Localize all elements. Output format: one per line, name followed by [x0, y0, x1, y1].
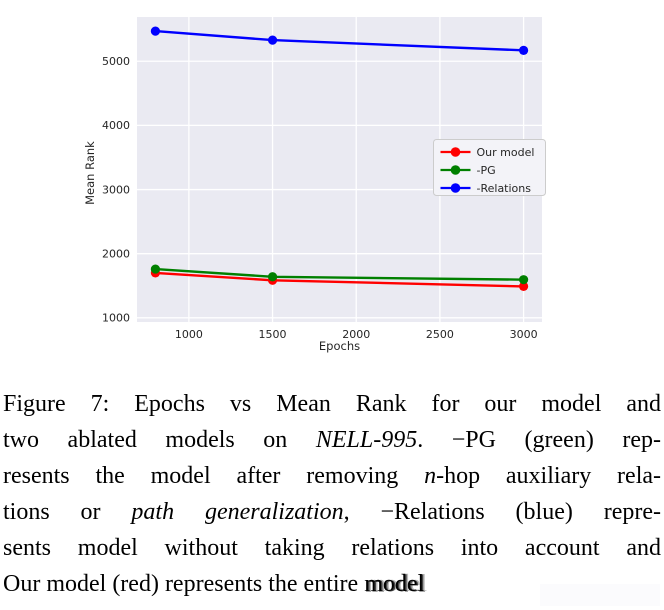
- legend-marker-pg: [451, 165, 461, 175]
- y-tick-label-4000: 4000: [102, 119, 130, 133]
- y-axis-label: Mean Rank: [83, 141, 97, 205]
- x-axis-label: Epochs: [318, 339, 361, 353]
- figure-caption: [0, 386, 664, 602]
- legend-marker-relations: [451, 183, 461, 193]
- caption-text: Figure 7: Epochs vs Mean Rank for our model and: [3, 391, 661, 417]
- legend-label-pg: -PG: [476, 163, 496, 177]
- y-tick-label-3000: 3000: [102, 183, 130, 197]
- caption-text: two ablated models on: [3, 427, 316, 453]
- caption-text: . −PG (green) rep-: [417, 427, 661, 453]
- caption-line-1: [3, 386, 661, 422]
- caption-text: sents model without taking relations into account and: [3, 535, 661, 561]
- legend-label-relations: -Relations: [476, 181, 531, 195]
- data-point-relations-1500: [268, 35, 277, 44]
- data-point-pg-3000: [519, 275, 528, 284]
- legend-label-our-model: Our model: [476, 145, 535, 159]
- caption-text: Our model (red) represents the entire: [3, 571, 365, 597]
- legend-marker-our-model: [451, 147, 461, 157]
- caption-line-2: [3, 422, 661, 458]
- y-tick-label-2000: 2000: [102, 247, 130, 261]
- y-tick-label-1000: 1000: [102, 311, 130, 325]
- data-point-pg-800: [151, 264, 160, 273]
- y-tick-label-5000: 5000: [102, 55, 130, 69]
- caption-text: resents the model after removing: [3, 463, 425, 489]
- x-tick-label-1000: 1000: [174, 328, 203, 341]
- caption-text: -hop auxiliary rela-: [436, 463, 662, 489]
- caption-italic-text: path generalization: [131, 499, 344, 525]
- caption-italic-text: NELL-995: [315, 427, 418, 453]
- caption-glitched-word: model: [364, 571, 425, 597]
- caption-line-3: [3, 458, 661, 494]
- data-point-relations-3000: [519, 46, 528, 55]
- x-tick-label-2500: 2500: [425, 328, 454, 341]
- x-tick-label-1500: 1500: [258, 328, 287, 341]
- caption-line-5: [3, 530, 661, 566]
- x-tick-label-2000: 2000: [342, 328, 371, 341]
- caption-text: tions or: [3, 499, 132, 525]
- caption-text: , −Relations (blue) repre-: [343, 499, 662, 525]
- scan-artifact: [540, 584, 660, 606]
- x-tick-label-3000: 3000: [509, 328, 538, 341]
- caption-line-4: [3, 494, 661, 530]
- data-point-pg-1500: [268, 272, 277, 281]
- data-point-relations-800: [151, 27, 160, 36]
- caption-italic-text: n: [424, 463, 437, 489]
